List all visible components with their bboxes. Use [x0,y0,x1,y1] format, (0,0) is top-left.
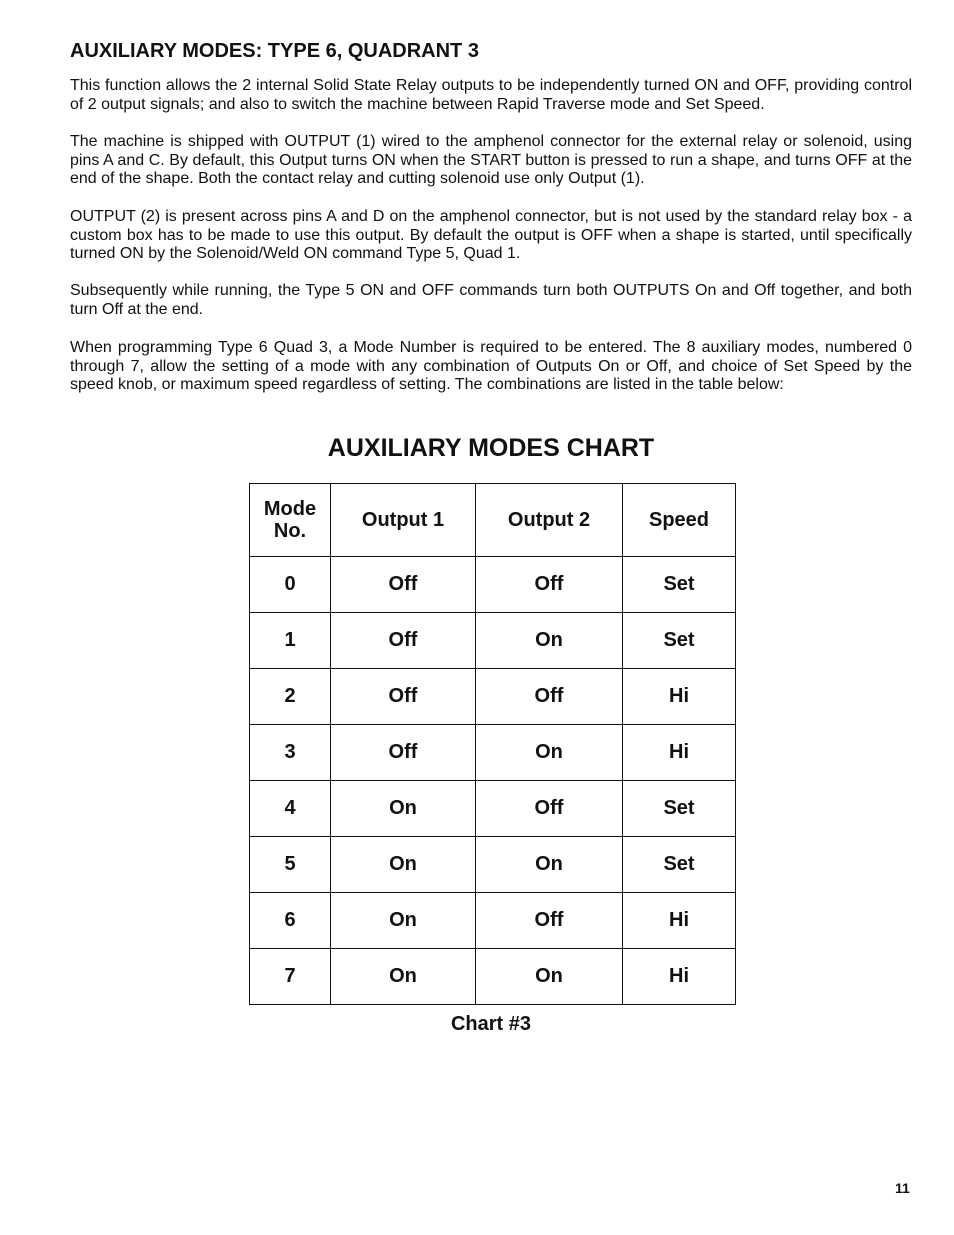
paragraph-programming: When programming Type 6 Quad 3, a Mode Number is required to be entered. The 8 auxiliary modes, numbered 0 through 7, allow the setting of a mode with any combination of Outputs On or Off, and choice of Set Speed by the speed knob, or maximum speed regardless of setting. The combinations are listed in the table below: [70,339,912,393]
cell-speed: Hi [623,893,736,949]
cell-speed: Set [623,613,736,669]
cell-speed: Hi [623,725,736,781]
cell-mode-no: 5 [250,837,331,893]
cell-speed: Hi [623,669,736,725]
page-number: 11 [895,1180,910,1196]
cell-output-1: On [331,949,476,1005]
paragraph-function: This function allows the 2 internal Solid State Relay outputs to be independently turned ON and OFF, providing control of 2 output signals; and also to switch the machine between Rapid Traverse mode and Set Speed. [70,77,912,113]
cell-output-2: On [476,613,623,669]
header-mode-no [250,484,331,557]
cell-output-1: On [331,781,476,837]
paragraph-output-1: The machine is shipped with OUTPUT (1) wired to the amphenol connector for the external relay or solenoid, using pins A and C. By default, this Output turns ON when the START button is pressed to run a shape, and turns OFF at the end of the shape. Both the contact relay and cutting solenoid use only Output (1). [70,133,912,187]
cell-output-2: On [476,837,623,893]
cell-mode-no: 0 [250,557,331,613]
cell-output-1: Off [331,613,476,669]
table-row [250,613,736,669]
table-row [250,557,736,613]
table-row [250,669,736,725]
paragraph-type5: Subsequently while running, the Type 5 ON and OFF commands turn both OUTPUTS On and Off together, and both turn Off at the end. [70,282,912,318]
header-mode-line2: No. [273,520,307,542]
cell-mode-no: 1 [250,613,331,669]
auxiliary-modes-table [249,483,736,1005]
table-row [250,725,736,781]
cell-mode-no: 7 [250,949,331,1005]
cell-speed: Set [623,557,736,613]
header-output-2: Output 2 [476,484,623,557]
table-row [250,781,736,837]
table-row [250,837,736,893]
cell-mode-no: 3 [250,725,331,781]
table-row [250,949,736,1005]
paragraph-output-2: OUTPUT (2) is present across pins A and D on the amphenol connector, but is not used by the standard relay box - a custom box has to be made to use this output. By default the output is OFF when a shape is started, until specifically turned ON by the Solenoid/Weld ON command Type 5, Quad 1. [70,208,912,262]
table-header-row [250,484,736,557]
cell-output-1: On [331,893,476,949]
cell-mode-no: 2 [250,669,331,725]
cell-output-2: Off [476,557,623,613]
header-mode-line1: Mode [263,498,317,520]
cell-output-1: On [331,837,476,893]
chart-title: AUXILIARY MODES CHART [327,434,655,462]
cell-output-2: Off [476,781,623,837]
cell-output-1: Off [331,557,476,613]
cell-output-2: Off [476,669,623,725]
cell-output-1: Off [331,725,476,781]
cell-speed: Set [623,837,736,893]
table-row [250,893,736,949]
cell-output-1: Off [331,669,476,725]
cell-output-2: Off [476,893,623,949]
cell-output-2: On [476,725,623,781]
cell-mode-no: 4 [250,781,331,837]
section-heading: AUXILIARY MODES: TYPE 6, QUADRANT 3 [70,40,479,62]
cell-speed: Hi [623,949,736,1005]
cell-output-2: On [476,949,623,1005]
header-output-1: Output 1 [331,484,476,557]
cell-speed: Set [623,781,736,837]
chart-caption: Chart #3 [450,1013,532,1035]
header-speed: Speed [623,484,736,557]
cell-mode-no: 6 [250,893,331,949]
